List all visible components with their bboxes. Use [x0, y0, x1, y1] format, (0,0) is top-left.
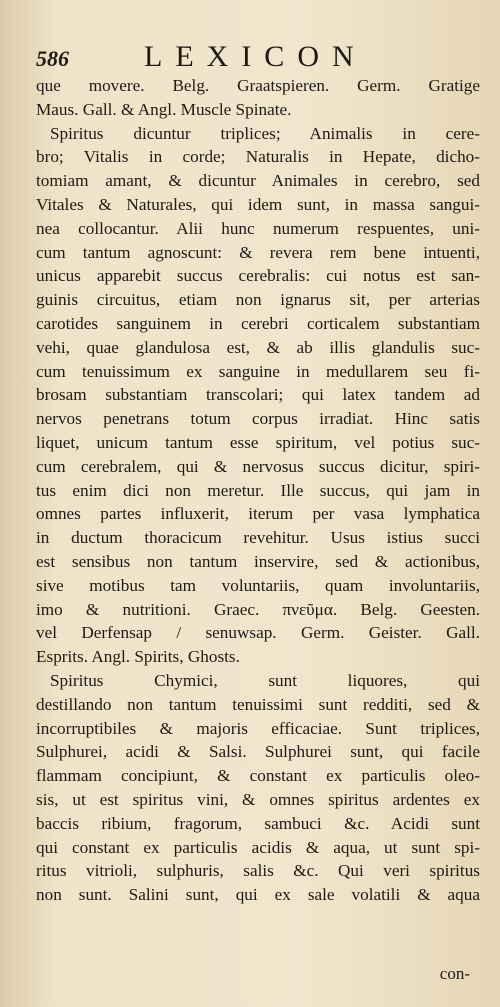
text-line: in ductum thoracicum revehitur. Usus istius succi [36, 528, 480, 548]
text-line: liquet, unicum tantum esse spiritum, vel potius suc- [36, 432, 480, 452]
text-line: omnes partes influxerit, iterum per vasa lymphatica [36, 504, 480, 524]
text-line: vel Derfensap / senuwsap. Germ. Geister. Gall. [36, 623, 480, 643]
page-number: 586 [36, 46, 69, 71]
entry-start-line: Spiritus Chymici, sunt liquores, qui [50, 670, 480, 690]
text-line: sive motibus tam voluntariis, quam involuntariis, [36, 575, 480, 595]
text-line: nervos penetrans totum corpus irradiat. Hinc satis [36, 409, 480, 429]
text-line: brosam substantiam transcolari; qui latex tandem ad [36, 385, 480, 405]
catchword: con- [439, 964, 470, 983]
text-line: non sunt. Salini sunt, qui ex sale volatili & aqua [36, 885, 480, 905]
text-line: flammam concipiunt, & constant ex particulis oleo- [36, 766, 480, 786]
text-line: unicus apparebit succus cerebralis: cui notus est san- [36, 266, 480, 286]
text-line: imo & nutritioni. Graec. πνεῦμα. Belg. Geesten. [36, 599, 480, 619]
text-line: baccis ribium, fragorum, sambuci &c. Acidi sunt [36, 813, 480, 833]
page-header [36, 40, 480, 76]
text-line: Esprits. Angl. Spirits, Ghosts. [36, 647, 240, 667]
entry-start-line: Spiritus dicuntur triplices; Animalis in cere- [50, 123, 480, 143]
text-line: sis, ut est spiritus vini, & omnes spiritus ardentes ex [36, 789, 480, 809]
text-line: cum cerebralem, qui & nervosus succus dicitur, spiri- [36, 456, 480, 476]
text-line: destillando non tantum tenuissimi sunt redditi, sed & [36, 694, 480, 714]
text-line: Sulphurei, acidi & Salsi. Sulphurei sunt, qui facile [36, 742, 480, 762]
text-line: carotides sanguinem in cerebri corticalem substantiam [36, 313, 480, 333]
text-line: vehi, quae glandulosa est, & ab illis glandulis suc- [36, 337, 480, 357]
text-line: cum tantum agnoscunt: & revera rem bene intuenti, [36, 242, 480, 262]
text-line: Maus. Gall. & Angl. Muscle Spinate. [36, 99, 292, 119]
text-line: est sensibus non tantum inservire, sed & actionibus, [36, 551, 480, 571]
text-line: nea collocantur. Alii hunc numerum respuentes, uni- [36, 218, 480, 238]
text-line: que movere. Belg. Graatspieren. Germ. Gratige [36, 76, 480, 95]
text-line: tus enim dici non meretur. Ille succus, qui jam in [36, 480, 480, 500]
text-line: bro; Vitalis in corde; Naturalis in Hepate, dicho- [36, 147, 480, 167]
running-head: LEXICON [144, 40, 367, 73]
text-line: cum tenuissimum ex sanguine in medullarem seu fi- [36, 361, 480, 381]
body-text [36, 74, 480, 907]
text-line: guinis circuitus, etiam non ignarus sit, per arterias [36, 290, 480, 310]
text-line: qui constant ex particulis acidis & aqua, ut sunt spi- [36, 837, 480, 857]
text-line: Vitales & Naturales, qui idem sunt, in massa sangui- [36, 194, 480, 214]
text-line: incorruptibiles & majoris efficaciae. Sunt triplices, [36, 718, 480, 738]
text-line: tomiam amant, & dicuntur Animales in cerebro, sed [36, 171, 480, 191]
text-line: ritus vitrioli, sulphuris, salis &c. Qui veri spiritus [36, 861, 480, 881]
